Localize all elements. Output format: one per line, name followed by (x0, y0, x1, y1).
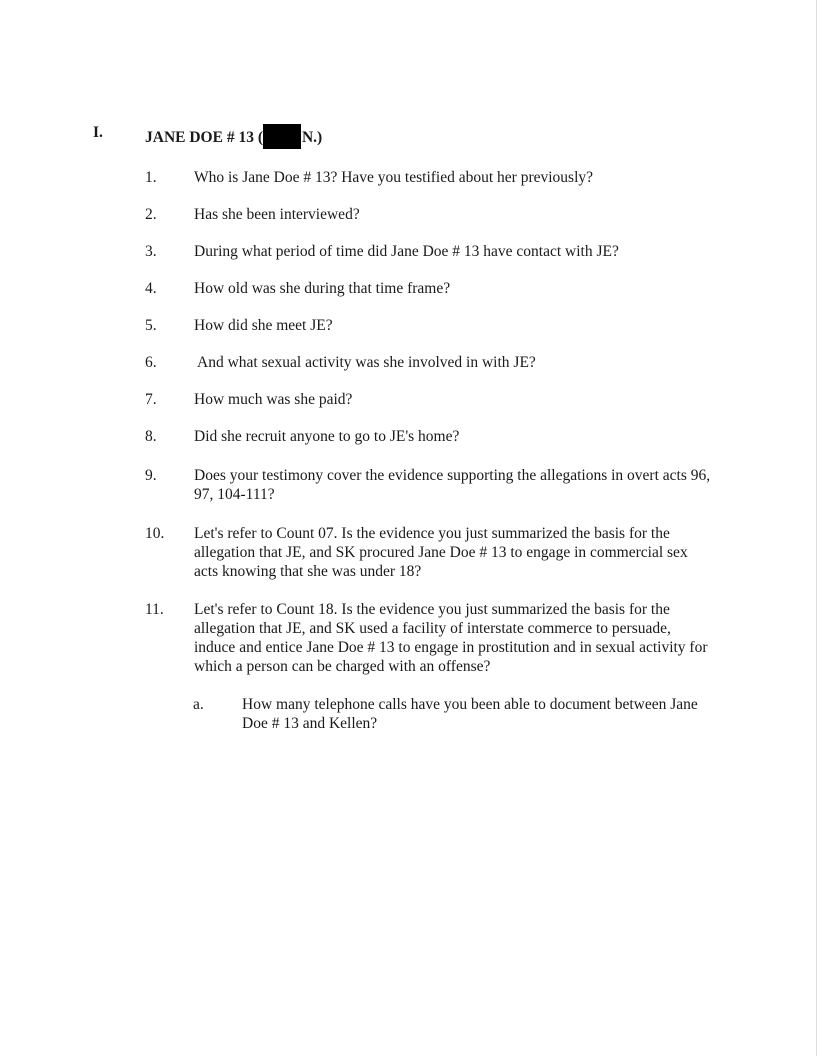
title-suffix: N.) (301, 129, 323, 146)
question-text: How old was she during that time frame? (194, 280, 451, 297)
question-text: During what period of time did Jane Doe # 13 have contact with JE? (194, 243, 619, 260)
question-text: Let's refer to Count 07. Is the evidence you just summarized the basis for the allegation that JE, and SK procured Jane Doe # 13 to engage in commercial sex acts knowing that she was under 18? (194, 525, 688, 580)
question-number: 5. (145, 317, 157, 334)
question-text: Does your testimony cover the evidence supporting the allegations in overt acts 96, 97, 104-111? (194, 467, 711, 503)
question-number: 6. (145, 354, 157, 371)
question-text: And what sexual activity was she involved in with JE? (194, 354, 536, 371)
subquestion-text: How many telephone calls have you been able to document between Jane Doe # 13 and Kellen? (242, 696, 698, 732)
question-number: 9. (145, 467, 157, 484)
section-title (145, 124, 322, 149)
title-prefix: JANE DOE # 13 ( (145, 129, 263, 146)
question-number: 10. (145, 525, 165, 542)
question-text: Has she been interviewed? (194, 206, 360, 223)
question-number: 2. (145, 206, 157, 223)
section-numeral: I. (93, 124, 103, 141)
question-number: 8. (145, 428, 157, 445)
question-text: Did she recruit anyone to go to JE's home? (194, 428, 460, 445)
question-number: 4. (145, 280, 157, 297)
question-text: How much was she paid? (194, 391, 353, 408)
question-number: 3. (145, 243, 157, 260)
question-number: 7. (145, 391, 157, 408)
subquestion-letter: a. (193, 696, 204, 713)
question-text: Who is Jane Doe # 13? Have you testified about her previously? (194, 169, 594, 186)
question-text: How did she meet JE? (194, 317, 333, 334)
question-number: 1. (145, 169, 157, 186)
question-text: Let's refer to Count 18. Is the evidence you just summarized the basis for the allegation that JE, and SK used a facility of interstate commerce to persuade, induce and entice Jane Doe # 13 to engage in prostitution and in sexual activity for which a person can be charged with an offense? (194, 601, 708, 675)
redaction-box (263, 124, 301, 149)
question-number: 11. (145, 601, 164, 618)
